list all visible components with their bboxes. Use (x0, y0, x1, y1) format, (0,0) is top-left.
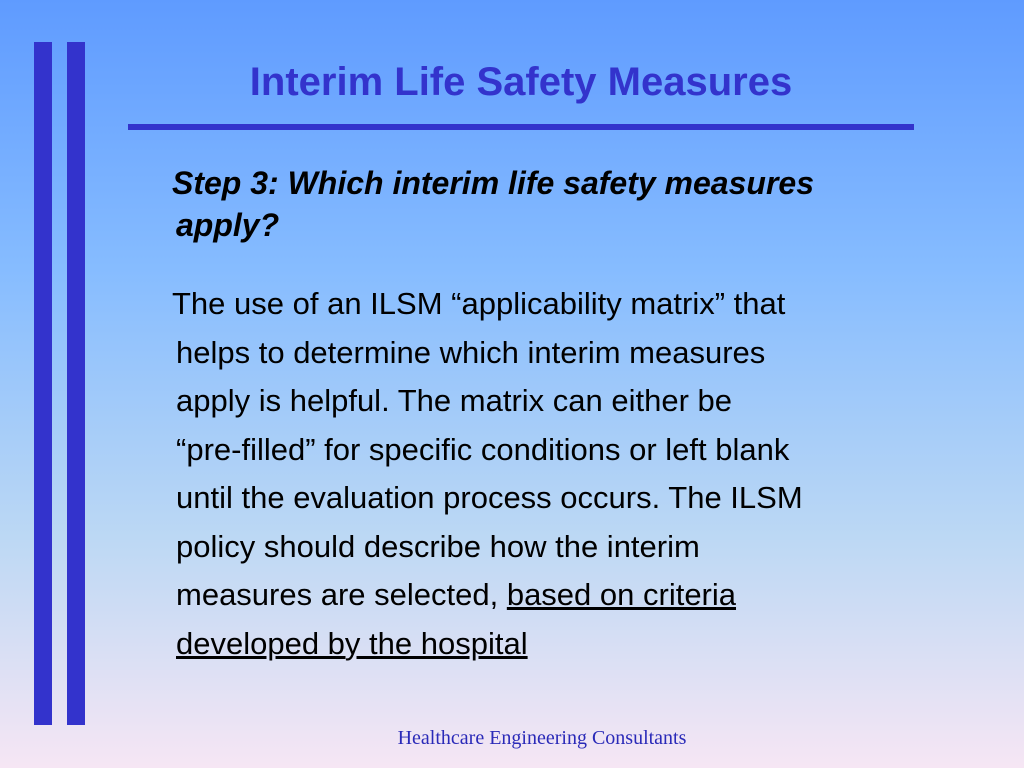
body-line-1: The use of an ILSM “applicability matrix” that (172, 286, 786, 321)
criteria-emphasis-part-1: based on criteria (506, 577, 737, 612)
body-line-3: apply is helpful. The matrix can either be (176, 383, 733, 418)
body-line-4: “pre-filled” for specific conditions or left blank (176, 431, 790, 467)
body-line-7 (172, 571, 992, 620)
right-decorative-bar (67, 42, 85, 725)
step-heading (172, 162, 992, 246)
step-heading-line-1: Step 3: Which interim life safety measures (172, 165, 814, 201)
body-paragraph (172, 280, 992, 668)
slide-footer: Healthcare Engineering Consultants (397, 727, 687, 749)
criteria-emphasis-part-2: developed by the hospital (176, 625, 528, 661)
step-heading-line-2: apply? (176, 207, 280, 243)
body-line-6: policy should describe how the interim (176, 528, 700, 564)
body-line-5: until the evaluation process occurs. The ILSM (176, 480, 803, 515)
slide-title: Interim Life Safety Measures (249, 60, 793, 104)
body-line-7-text: measures are selected, (176, 577, 507, 612)
body-line-2: helps to determine which interim measures (176, 334, 766, 370)
left-decorative-bar (34, 42, 52, 725)
body-line-8 (172, 620, 992, 669)
title-underline-rule (128, 124, 914, 130)
